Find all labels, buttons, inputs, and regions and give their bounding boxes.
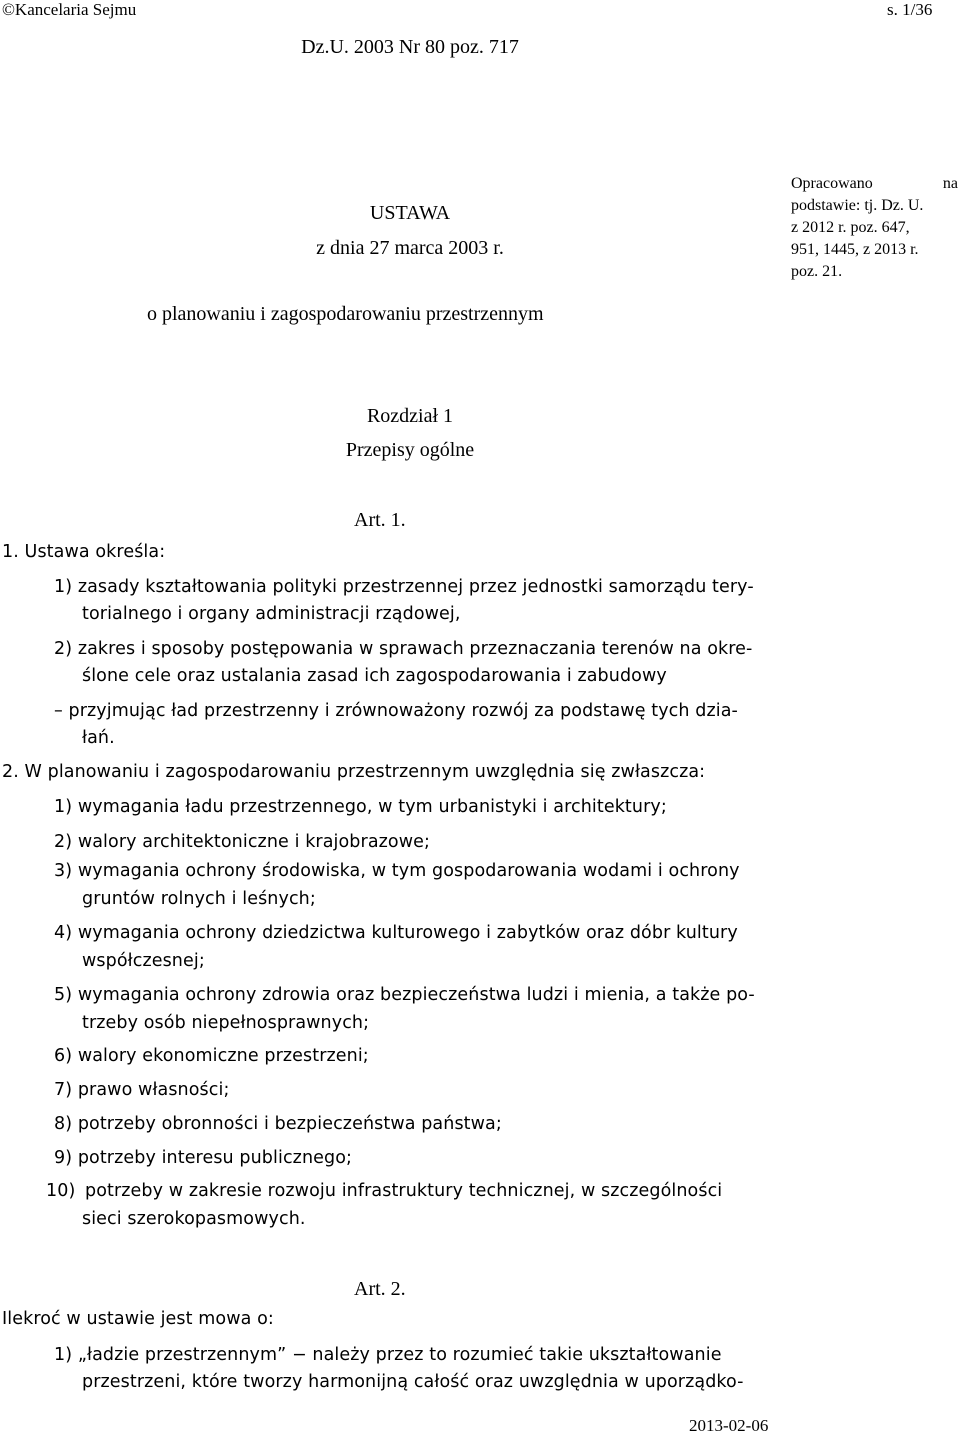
note-line: Opracowano bbox=[791, 175, 873, 192]
chapter-title: Przepisy ogólne bbox=[345, 439, 475, 461]
art1-p2-item4-line1: 4) wymagania ochrony dziedzictwa kulturowego i zabytków oraz dóbr kultury bbox=[54, 923, 738, 943]
chapter-number: Rozdział 1 bbox=[366, 405, 454, 427]
note-line: z 2012 r. poz. 647, bbox=[791, 219, 910, 236]
art1-p2-item2: 2) walory architektoniczne i krajobrazowe; bbox=[54, 832, 431, 852]
art1-p1-item2-line2: ślone cele oraz ustalania zasad ich zagospodarowania i zabudowy bbox=[82, 666, 667, 686]
art1-p2-item8: 8) potrzeby obronności i bezpieczeństwa państwa; bbox=[54, 1114, 502, 1134]
art1-p2-item3-line1: 3) wymagania ochrony środowiska, w tym gospodarowania wodami i ochrony bbox=[54, 861, 740, 881]
act-type: USTAWA bbox=[369, 202, 451, 224]
art1-para2-intro: 2. W planowaniu i zagospodarowaniu przestrzennym uwzględnia się zwłaszcza: bbox=[2, 762, 706, 782]
journal-citation: Dz.U. 2003 Nr 80 poz. 717 bbox=[301, 36, 519, 58]
art1-p2-item7: 7) prawo własności; bbox=[54, 1080, 230, 1100]
art1-p1-item1-line2: torialnego i organy administracji rządowej, bbox=[82, 604, 461, 624]
art1-p1-item2-line1: 2) zakres i sposoby postępowania w sprawach przeznaczania terenów na okre- bbox=[54, 639, 753, 659]
art1-p2-item3-line2: gruntów rolnych i leśnych; bbox=[82, 889, 316, 909]
article-2-heading: Art. 2. bbox=[354, 1278, 406, 1300]
note-line: poz. 21. bbox=[791, 263, 843, 280]
act-subject: o planowaniu i zagospodarowaniu przestrzennym bbox=[147, 303, 544, 325]
act-date: z dnia 27 marca 2003 r. bbox=[316, 237, 504, 259]
copyright-label: ©Kancelaria Sejmu bbox=[2, 0, 137, 19]
art1-p2-item5-line2: trzeby osób niepełnosprawnych; bbox=[82, 1013, 370, 1033]
art1-para1-intro: 1. Ustawa określa: bbox=[2, 542, 166, 562]
note-line: na bbox=[942, 175, 958, 192]
page-number: s. 1/36 bbox=[887, 0, 933, 19]
art1-p1-item1-line1: 1) zasady kształtowania polityki przestrzennej przez jednostki samorządu tery- bbox=[54, 577, 754, 597]
art1-p2-item6: 6) walory ekonomiczne przestrzeni; bbox=[54, 1046, 369, 1066]
art2-item1-line1: 1) „ładzie przestrzennym” − należy przez to rozumieć takie ukształtowanie bbox=[54, 1345, 722, 1365]
art1-p2-item10-line1: potrzeby w zakresie rozwoju infrastruktury technicznej, w szczególności bbox=[85, 1181, 723, 1201]
art1-p1-tail-line2: łań. bbox=[82, 728, 115, 748]
art2-intro: Ilekroć w ustawie jest mowa o: bbox=[2, 1309, 274, 1329]
art1-p2-item10-number: 10) bbox=[46, 1181, 76, 1201]
note-line: 951, 1445, z 2013 r. bbox=[791, 241, 919, 258]
consolidation-note bbox=[791, 173, 958, 283]
art1-p2-item5-line1: 5) wymagania ochrony zdrowia oraz bezpieczeństwa ludzi i mienia, a także po- bbox=[54, 985, 755, 1005]
note-line: podstawie: tj. Dz. U. bbox=[791, 197, 924, 214]
art1-p2-item9: 9) potrzeby interesu publicznego; bbox=[54, 1148, 353, 1168]
art1-p2-item4-line2: współczesnej; bbox=[82, 951, 205, 971]
article-1-heading: Art. 1. bbox=[354, 509, 406, 531]
art1-p2-item1: 1) wymagania ładu przestrzennego, w tym urbanistyki i architektury; bbox=[54, 797, 667, 817]
art1-p2-item10-line2: sieci szerokopasmowych. bbox=[82, 1209, 306, 1229]
art2-item1-line2: przestrzeni, które tworzy harmonijną całość oraz uwzględnia w uporządko- bbox=[82, 1372, 744, 1392]
footer-date: 2013-02-06 bbox=[689, 1416, 769, 1435]
art1-p1-tail-line1: – przyjmując ład przestrzenny i zrównoważony rozwój za podstawę tych dzia- bbox=[54, 701, 738, 721]
